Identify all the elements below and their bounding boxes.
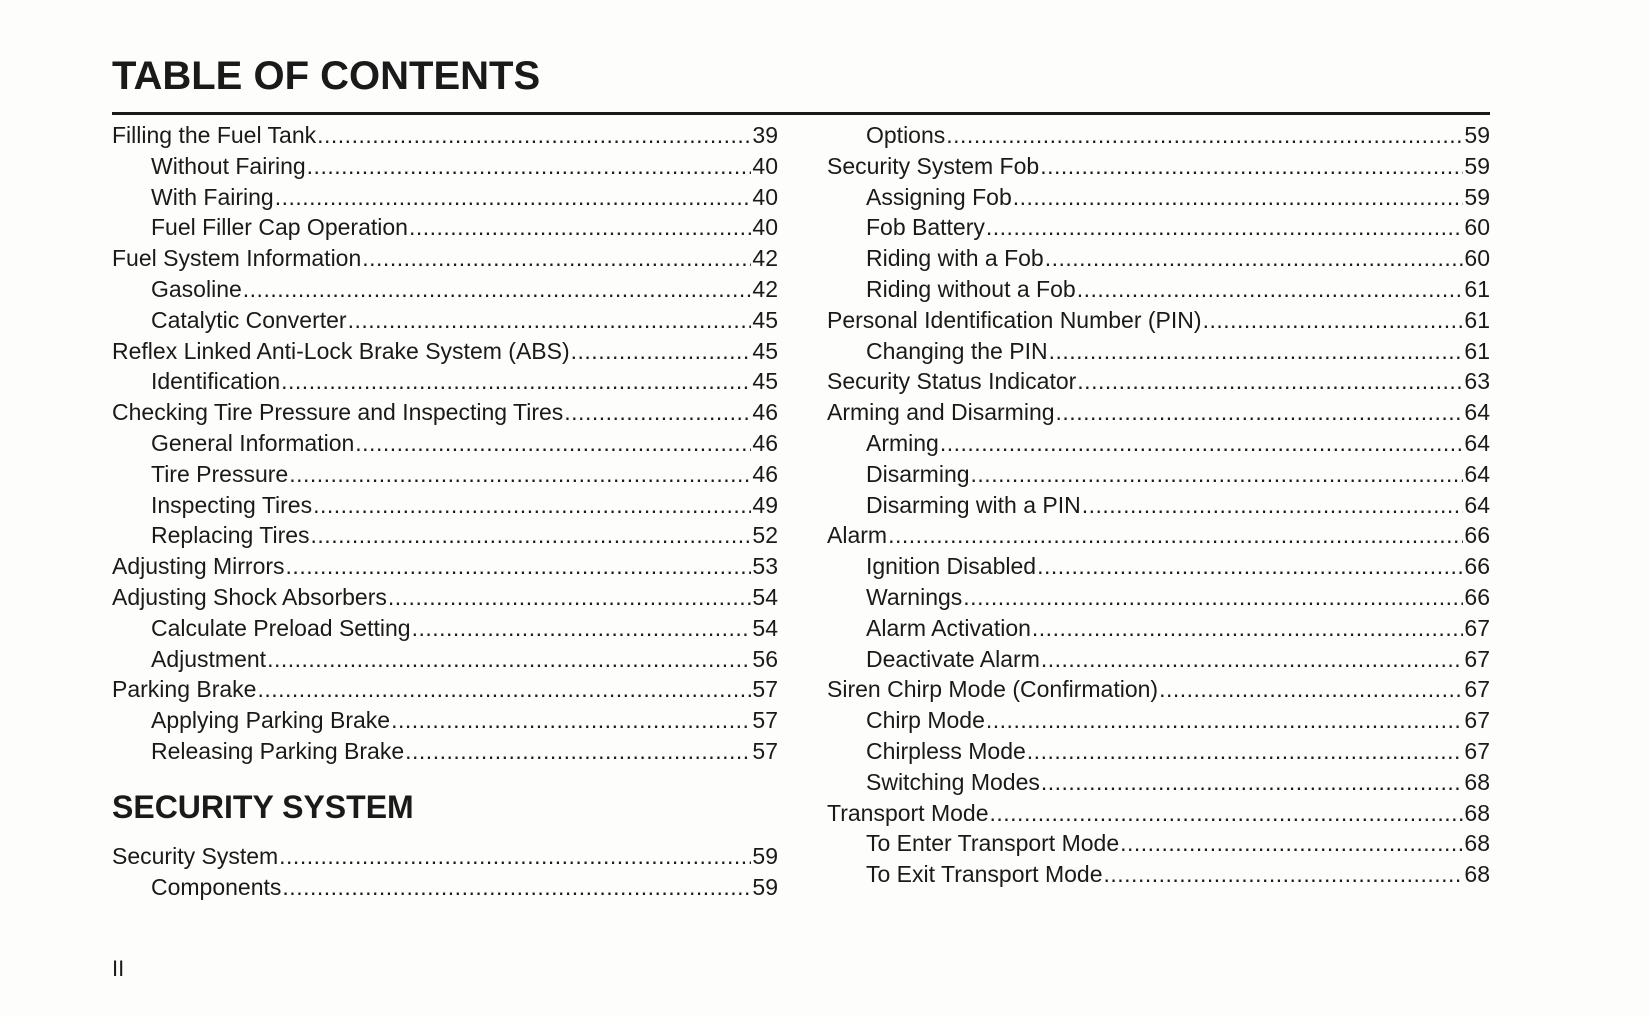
toc-entry-label: Fuel System Information	[112, 245, 362, 272]
toc-entry[interactable]	[112, 366, 778, 397]
toc-entry[interactable]	[112, 613, 778, 644]
dot-leader	[348, 305, 752, 336]
dot-leader	[1077, 366, 1463, 397]
toc-entry-page-number: 45	[752, 306, 778, 333]
toc-entry[interactable]	[112, 305, 778, 336]
toc-entry[interactable]	[112, 520, 778, 551]
toc-entry-page-number: 57	[752, 707, 778, 734]
toc-entry-label: Deactivate Alarm	[866, 645, 1040, 672]
toc-entry[interactable]	[112, 705, 778, 736]
toc-entry-label: Components	[151, 873, 282, 900]
dot-leader	[1037, 551, 1463, 582]
title-divider	[112, 112, 1490, 115]
toc-entry-label: Tire Pressure	[151, 460, 289, 487]
toc-entry-label: Riding with a Fob	[866, 245, 1044, 272]
dot-leader	[1041, 644, 1464, 675]
toc-entry-label: Disarming with a PIN	[866, 491, 1081, 518]
toc-entry-label: Filling the Fuel Tank	[112, 122, 317, 148]
toc-entry-label: Changing the PIN	[866, 337, 1048, 364]
toc-entry-label: Parking Brake	[112, 676, 257, 703]
dot-leader	[1159, 674, 1463, 705]
toc-entry-page-number: 59	[1464, 183, 1490, 210]
toc-entry[interactable]	[827, 798, 1490, 829]
toc-entry-page-number: 61	[1464, 306, 1490, 333]
toc-left-column	[112, 120, 778, 902]
toc-entry-page-number: 54	[752, 614, 778, 641]
toc-entry[interactable]	[112, 274, 778, 305]
toc-entry-page-number: 67	[1464, 707, 1490, 734]
dot-leader	[1027, 736, 1464, 767]
toc-list-security-system	[112, 841, 778, 903]
toc-entry-page-number: 53	[752, 553, 778, 580]
toc-entry-page-number: 64	[1464, 399, 1490, 426]
toc-entry-label: Calculate Preload Setting	[151, 614, 411, 641]
toc-entry[interactable]	[112, 872, 778, 903]
toc-entry[interactable]	[827, 644, 1490, 675]
toc-entry-label: Alarm	[827, 522, 888, 549]
toc-entry-label: Reflex Linked Anti-Lock Brake System (ABS)	[112, 337, 570, 364]
toc-entry-page-number: 67	[1464, 614, 1490, 641]
toc-entry-page-number: 59	[752, 842, 778, 869]
toc-entry-label: Identification	[151, 368, 281, 395]
toc-entry-page-number: 60	[1464, 245, 1490, 272]
dot-leader	[1077, 274, 1464, 305]
toc-entry-page-number: 61	[1464, 337, 1490, 364]
toc-entry-page-number: 64	[1464, 429, 1490, 456]
toc-entry-page-number: 46	[752, 429, 778, 456]
toc-entry-label: Fob Battery	[866, 214, 985, 241]
dot-leader	[317, 120, 751, 151]
toc-entry[interactable]	[827, 305, 1490, 336]
toc-entry[interactable]	[827, 859, 1490, 890]
dot-leader	[289, 459, 751, 490]
toc-entry[interactable]	[827, 151, 1490, 182]
toc-entry-label: General Information	[151, 429, 355, 456]
toc-entry-label: Alarm Activation	[866, 614, 1031, 641]
dot-leader	[362, 243, 751, 274]
toc-entry-label: Gasoline	[151, 275, 242, 302]
toc-entry-page-number: 46	[752, 399, 778, 426]
toc-entry[interactable]	[827, 120, 1490, 151]
toc-entry-page-number: 64	[1464, 491, 1490, 518]
toc-entry[interactable]	[112, 151, 778, 182]
dot-leader	[1040, 151, 1463, 182]
toc-entry-label: Disarming	[866, 460, 970, 487]
toc-entry-label: Adjustment	[151, 645, 267, 672]
toc-entry-label: Checking Tire Pressure and Inspecting Tires	[112, 399, 564, 426]
dot-leader	[282, 872, 751, 903]
toc-entry[interactable]	[112, 243, 778, 274]
toc-entry-page-number: 45	[752, 337, 778, 364]
dot-leader	[986, 705, 1464, 736]
toc-entry-label: Catalytic Converter	[151, 306, 347, 333]
dot-leader	[275, 182, 752, 213]
toc-entry-page-number: 49	[752, 491, 778, 518]
toc-entry-label: With Fairing	[151, 183, 274, 210]
toc-entry-page-number: 52	[752, 522, 778, 549]
dot-leader	[243, 274, 752, 305]
toc-entry[interactable]	[827, 705, 1490, 736]
toc-entry[interactable]	[827, 520, 1490, 551]
toc-entry-label: Chirp Mode	[866, 707, 985, 734]
toc-entry[interactable]	[827, 551, 1490, 582]
dot-leader	[1045, 243, 1464, 274]
toc-entry-label: Chirpless Mode	[866, 737, 1026, 764]
toc-entry-page-number: 66	[1464, 553, 1490, 580]
toc-entry-page-number: 67	[1464, 645, 1490, 672]
dot-leader	[1041, 767, 1464, 798]
dot-leader	[1032, 613, 1464, 644]
toc-entry[interactable]	[827, 828, 1490, 859]
toc-entry[interactable]	[827, 613, 1490, 644]
toc-entry-page-number: 40	[752, 183, 778, 210]
toc-entry-page-number: 67	[1464, 676, 1490, 703]
dot-leader	[940, 428, 1464, 459]
toc-list-fuel-and-tires	[112, 120, 778, 767]
toc-entry-page-number: 59	[1464, 152, 1490, 179]
toc-entry[interactable]	[112, 428, 778, 459]
toc-entry[interactable]	[827, 274, 1490, 305]
dot-leader	[971, 459, 1464, 490]
toc-entry-page-number: 54	[752, 583, 778, 610]
toc-entry-page-number: 42	[752, 275, 778, 302]
toc-entry-page-number: 45	[752, 368, 778, 395]
toc-entry-page-number: 42	[752, 245, 778, 272]
toc-entry-label: Personal Identification Number (PIN)	[827, 306, 1202, 333]
toc-entry-page-number: 68	[1464, 861, 1490, 888]
toc-entry[interactable]	[827, 767, 1490, 798]
dot-leader	[286, 551, 752, 582]
toc-entry[interactable]	[112, 582, 778, 613]
toc-entry[interactable]	[112, 336, 778, 367]
dot-leader	[412, 613, 752, 644]
dot-leader	[307, 151, 752, 182]
toc-entry-page-number: 61	[1464, 275, 1490, 302]
toc-entry[interactable]	[112, 182, 778, 213]
toc-entry[interactable]	[112, 212, 778, 243]
toc-entry-label: Riding without a Fob	[866, 275, 1076, 302]
toc-entry-label: To Enter Transport Mode	[866, 830, 1120, 857]
dot-leader	[267, 644, 751, 675]
toc-entry[interactable]	[112, 841, 778, 872]
toc-entry-label: Siren Chirp Mode (Confirmation)	[827, 676, 1159, 703]
toc-entry[interactable]	[112, 644, 778, 675]
dot-leader	[1120, 828, 1463, 859]
toc-entry[interactable]	[827, 212, 1490, 243]
toc-entry-label: Security System	[112, 842, 279, 869]
dot-leader	[409, 212, 751, 243]
dot-leader	[388, 582, 752, 613]
toc-entry-page-number: 57	[752, 737, 778, 764]
toc-entry[interactable]	[112, 736, 778, 767]
toc-entry-page-number: 67	[1464, 737, 1490, 764]
dot-leader	[281, 366, 751, 397]
dot-leader	[257, 674, 751, 705]
toc-entry[interactable]	[827, 582, 1490, 613]
toc-entry[interactable]	[827, 243, 1490, 274]
dot-leader	[1049, 336, 1464, 367]
dot-leader	[391, 705, 751, 736]
toc-list-security-details	[827, 120, 1490, 890]
toc-entry[interactable]	[112, 674, 778, 705]
dot-leader	[279, 841, 751, 872]
toc-entry-label: Adjusting Mirrors	[112, 553, 285, 580]
toc-entry-label: Replacing Tires	[151, 522, 310, 549]
toc-entry-page-number: 68	[1464, 830, 1490, 857]
dot-leader	[986, 212, 1464, 243]
toc-entry-page-number: 66	[1464, 522, 1490, 549]
dot-leader	[1013, 182, 1464, 213]
toc-entry-label: Arming	[866, 429, 939, 456]
toc-entry-page-number: 40	[752, 214, 778, 241]
toc-entry-page-number: 64	[1464, 460, 1490, 487]
dot-leader	[564, 397, 751, 428]
toc-entry[interactable]	[827, 490, 1490, 521]
toc-entry-page-number: 66	[1464, 583, 1490, 610]
toc-entry[interactable]	[112, 490, 778, 521]
toc-entry-label: Without Fairing	[151, 152, 306, 179]
toc-entry-page-number: 40	[752, 152, 778, 179]
dot-leader	[1203, 305, 1464, 336]
dot-leader	[355, 428, 751, 459]
dot-leader	[990, 798, 1464, 829]
toc-entry-page-number: 56	[752, 645, 778, 672]
toc-entry-label: Switching Modes	[866, 768, 1040, 795]
toc-entry-label: Assigning Fob	[866, 183, 1012, 210]
toc-entry[interactable]	[827, 397, 1490, 428]
toc-entry[interactable]	[827, 366, 1490, 397]
toc-entry-label: Adjusting Shock Absorbers	[112, 583, 387, 610]
dot-leader	[946, 120, 1463, 151]
toc-entry-page-number: 39	[752, 122, 778, 148]
toc-entry-label: Fuel Filler Cap Operation	[151, 214, 408, 241]
toc-entry-page-number: 68	[1464, 799, 1490, 826]
toc-entry-label: Warnings	[866, 583, 963, 610]
toc-entry-label: Releasing Parking Brake	[151, 737, 405, 764]
toc-entry-page-number: 59	[1464, 122, 1490, 148]
toc-entry-page-number: 57	[752, 676, 778, 703]
toc-entry[interactable]	[112, 397, 778, 428]
toc-entry-label: Ignition Disabled	[866, 553, 1037, 580]
toc-entry-label: Inspecting Tires	[151, 491, 313, 518]
toc-entry-page-number: 59	[752, 873, 778, 900]
toc-entry-label: Security Status Indicator	[827, 368, 1077, 395]
toc-entry[interactable]	[827, 736, 1490, 767]
page-number: II	[112, 956, 125, 981]
toc-entry[interactable]	[827, 182, 1490, 213]
dot-leader	[313, 490, 751, 521]
toc-entry-label: To Exit Transport Mode	[866, 861, 1103, 888]
toc-entry-page-number: 46	[752, 460, 778, 487]
toc-entry-page-number: 60	[1464, 214, 1490, 241]
toc-entry[interactable]	[827, 428, 1490, 459]
toc-entry[interactable]	[112, 120, 778, 151]
toc-entry-label: Options	[866, 122, 946, 148]
dot-leader	[1056, 397, 1464, 428]
dot-leader	[311, 520, 752, 551]
dot-leader	[888, 520, 1463, 551]
toc-entry[interactable]	[112, 551, 778, 582]
page-title: TABLE OF CONTENTS	[112, 54, 541, 98]
toc-entry[interactable]	[827, 674, 1490, 705]
dot-leader	[571, 336, 752, 367]
toc-entry[interactable]	[827, 459, 1490, 490]
toc-right-column	[827, 120, 1490, 890]
toc-entry-page-number: 63	[1464, 368, 1490, 395]
toc-entry-page-number: 68	[1464, 768, 1490, 795]
dot-leader	[1082, 490, 1464, 521]
toc-entry-label: Transport Mode	[827, 799, 989, 826]
toc-entry-label: Security System Fob	[827, 152, 1040, 179]
toc-entry[interactable]	[827, 336, 1490, 367]
dot-leader	[405, 736, 751, 767]
toc-entry-label: Applying Parking Brake	[151, 707, 391, 734]
section-heading-security-system: SECURITY SYSTEM	[112, 788, 414, 825]
dot-leader	[1104, 859, 1464, 890]
dot-leader	[963, 582, 1463, 613]
toc-entry[interactable]	[112, 459, 778, 490]
toc-entry-label: Arming and Disarming	[827, 399, 1055, 426]
